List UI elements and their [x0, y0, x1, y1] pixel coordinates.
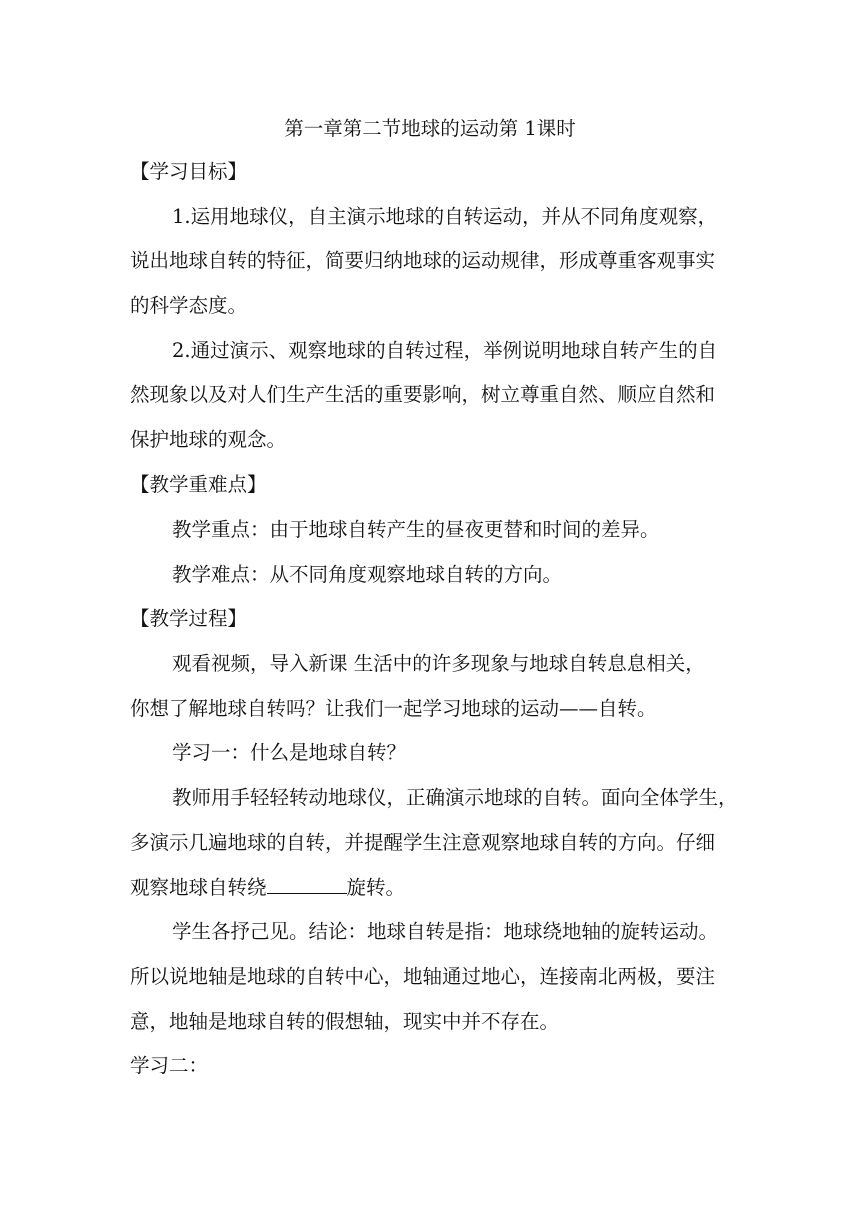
fill-in-blank — [267, 876, 347, 894]
conclusion-line3: 意，地轴是地球自转的假想轴，现实中并不存在。 — [130, 1010, 560, 1033]
study1-heading: 学习一：什么是地球自转？ — [172, 741, 407, 764]
objective1-line1: 1.运用地球仪，自主演示地球的自转运动，并从不同角度观察， — [172, 205, 718, 228]
difficult-point: 教学难点：从不同角度观察地球自转的方向。 — [172, 563, 563, 586]
objective1-line3: 的科学态度。 — [130, 294, 248, 317]
conclusion-line2: 所以说地轴是地球的自转中心，地轴通过地心，连接南北两极，要注 — [130, 965, 716, 988]
teacher-demo-line3-before: 观察地球自转绕 — [130, 876, 267, 899]
objective2-line2: 然现象以及对人们生产生活的重要影响，树立尊重自然、顺应自然和 — [130, 383, 716, 406]
teacher-demo-line1: 教师用手轻轻转动地球仪，正确演示地球的自转。面向全体学生， — [172, 786, 738, 809]
keypoints-heading: 【教学重难点】 — [130, 473, 267, 496]
study2-heading: 学习二： — [130, 1054, 209, 1077]
intro-line1: 观看视频，导入新课 生活中的许多现象与地球自转息息相关， — [172, 652, 705, 675]
objectives-heading: 【学习目标】 — [130, 160, 248, 183]
teacher-demo-line2: 多演示几遍地球的自转，并提醒学生注意观察地球自转的方向。仔细 — [130, 831, 716, 854]
teacher-demo-line3 — [130, 876, 405, 900]
key-point: 教学重点：由于地球自转产生的昼夜更替和时间的差异。 — [172, 518, 660, 541]
objective1-line2: 说出地球自转的特征，简要归纳地球的运动规律，形成尊重客观事实 — [130, 249, 716, 272]
objective2-line3: 保护地球的观念。 — [130, 428, 287, 451]
teacher-demo-line3-after: 旋转。 — [346, 876, 406, 899]
document-title: 第一章第二节地球的运动第 1课时 — [284, 117, 576, 140]
objective2-line1: 2.通过演示、观察地球的自转过程，举例说明地球自转产生的自 — [172, 339, 718, 362]
process-heading: 【教学过程】 — [130, 607, 248, 630]
intro-line2: 你想了解地球自转吗？让我们一起学习地球的运动——自转。 — [130, 697, 657, 720]
conclusion-line1: 学生各抒己见。结论：地球自转是指：地球绕地轴的旋转运动。 — [172, 920, 719, 943]
